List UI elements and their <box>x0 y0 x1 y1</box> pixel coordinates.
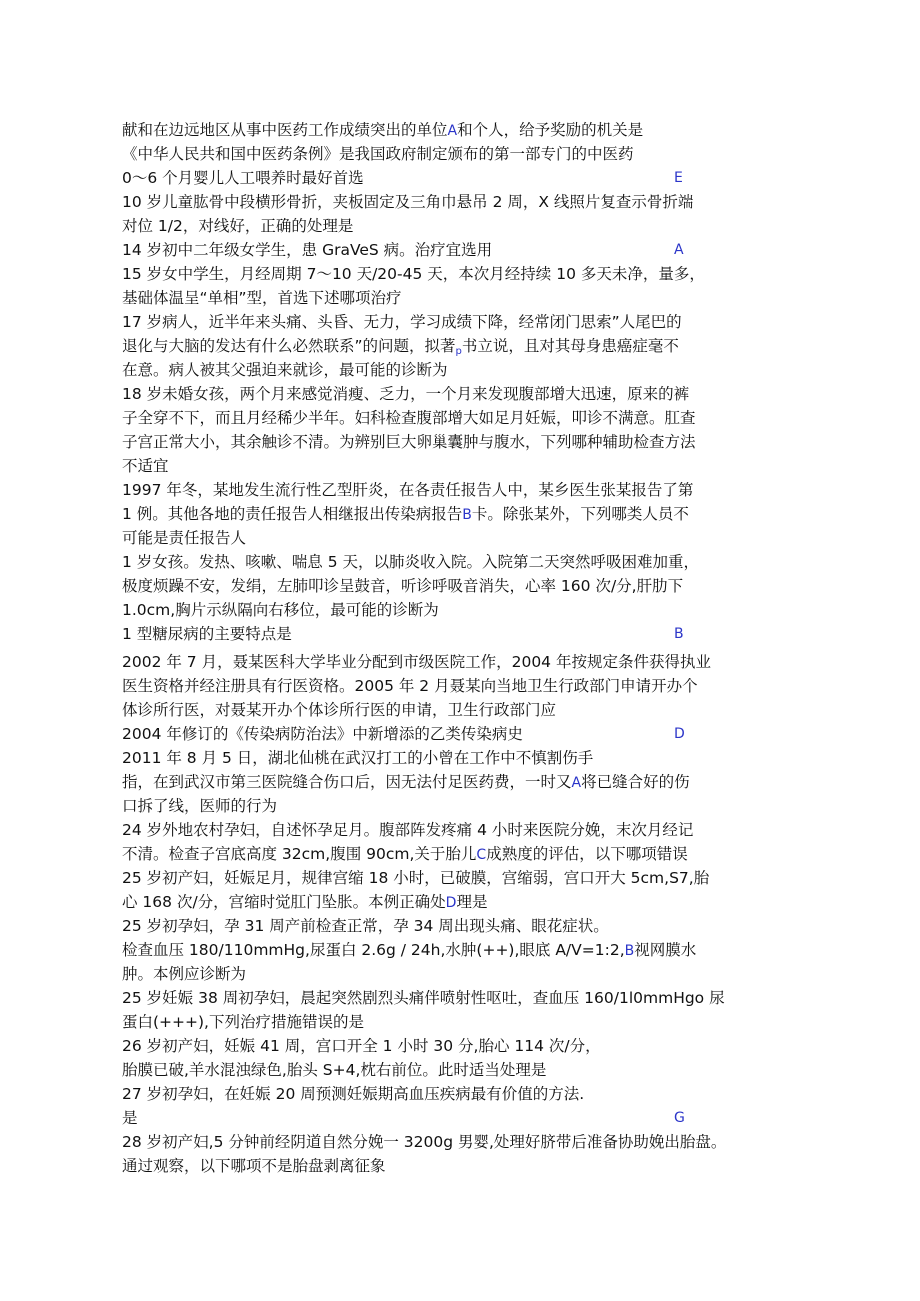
line-text: 医生资格并经注册具有行医资格。2005 年 2 月聂某向当地卫生行政部门申请开办个 <box>122 677 698 695</box>
answer-letter: G <box>674 1110 685 1126</box>
text-line <box>122 818 882 842</box>
line-text: 将已缝合好的伤 <box>581 773 690 791</box>
answer-letter: A <box>571 775 582 791</box>
answer-letter: B <box>624 943 635 959</box>
line-text: 子宫正常大小，其余触诊不清。为辨别巨大卵巢囊肿与腹水，下列哪种辅助检查方法 <box>122 433 696 451</box>
text-line <box>122 550 882 574</box>
text-line <box>122 406 882 430</box>
line-text: 视网膜水 <box>634 941 697 959</box>
text-line <box>122 1130 882 1154</box>
line-text: 子全穿不下，而且月经稀少半年。妇科检查腹部增大如足月妊娠，叩诊不满意。肛查 <box>122 409 696 427</box>
text-line <box>122 574 882 598</box>
line-text: 不适宜 <box>122 457 169 475</box>
line-text: 1 例。其他各地的责任报告人相继报出传染病报告 <box>122 505 463 523</box>
line-text: 14 岁初中二年级女学生，患 GraVeS 病。治疗宜选用 <box>122 241 493 259</box>
line-text: 书立说，且对其母身患癌症毫不 <box>461 337 679 355</box>
text-line <box>122 698 882 722</box>
line-text: 极度烦躁不安，发绢，左肺叩诊呈鼓音，听诊呼吸音消失，心率 160 次/分,肝肋下 <box>122 577 684 595</box>
text-line <box>122 914 882 938</box>
text-line <box>122 310 882 334</box>
answer-letter: C <box>476 847 487 863</box>
text-line <box>122 794 882 818</box>
line-text: 1997 年冬，某地发生流行性乙型肝炎，在各责任报告人中，某乡医生张某报告了第 <box>122 481 694 499</box>
text-line <box>122 430 882 454</box>
answer-letter: A <box>674 242 684 258</box>
text-line <box>122 986 882 1010</box>
line-text: 15 岁女中学生，月经周期 7～10 天/20-45 天，本次月经持续 10 多天未净，量多， <box>122 265 705 283</box>
text-line <box>122 166 882 190</box>
line-text: 胎膜已破,羊水混浊绿色,胎头 S+4,枕右前位。此时适当处理是 <box>122 1061 547 1079</box>
line-text: 理是 <box>456 893 488 911</box>
text-line <box>122 1082 882 1106</box>
text-line <box>122 478 882 502</box>
line-text: 和个人，给予奖励的机关是 <box>457 121 644 139</box>
text-line <box>122 1058 882 1082</box>
line-text: 退化与大脑的发达有什么必然联系”的问题，拟著 <box>122 337 456 355</box>
text-line <box>122 190 882 214</box>
text-line <box>122 746 882 770</box>
line-text: 体诊所行医，对聂某开办个体诊所行医的申请，卫生行政部门应 <box>122 701 557 719</box>
line-text: 蛋白(+++),下列治疗措施错误的是 <box>122 1013 364 1031</box>
line-text: 卡。除张某外，下列哪类人员不 <box>471 505 689 523</box>
text-line <box>122 1010 882 1034</box>
text-line <box>122 938 882 962</box>
line-text: 10 岁儿童肱骨中段横形骨折，夹板固定及三角巾悬吊 2 周，X 线照片复查示骨折端 <box>122 193 694 211</box>
line-text: 26 岁初产妇，妊娠 41 周，宫口开全 1 小时 30 分,胎心 114 次/分， <box>122 1037 601 1055</box>
text-line <box>122 286 882 310</box>
text-line <box>122 142 882 166</box>
text-line <box>122 358 882 382</box>
text-line <box>122 770 882 794</box>
text-line <box>122 118 882 142</box>
text-line <box>122 890 882 914</box>
line-text: 17 岁病人，近半年来头痛、头昏、无力，学习成绩下降，经常闭门思索”人尾巴的 <box>122 313 682 331</box>
text-line <box>122 526 882 550</box>
text-line <box>122 842 882 866</box>
text-line <box>122 598 882 622</box>
line-text: 25 岁妊娠 38 周初孕妇，晨起突然剧烈头痛伴喷射性呕吐，查血压 160/1l0mmHgo 尿 <box>122 989 725 1007</box>
line-text: 不清。检查子宫底高度 32cm,腹围 90cm,关于胎儿 <box>122 845 477 863</box>
text-line <box>122 238 882 262</box>
line-text: 在意。病人被其父强迫来就诊，最可能的诊断为 <box>122 361 448 379</box>
text-line <box>122 622 882 646</box>
line-text: 通过观察，以下哪项不是胎盘剥离征象 <box>122 1157 386 1175</box>
line-text: 18 岁未婚女孩，两个月来感觉消瘦、乏力，一个月来发现腹部增大迅速，原来的裤 <box>122 385 690 403</box>
line-text: 25 岁初产妇，妊娠足月，规律宫缩 18 小时，已破膜，宫缩弱，宫口开大 5cm,S7,胎 <box>122 869 710 887</box>
line-text: 肿。本例应诊断为 <box>122 965 247 983</box>
text-line <box>122 674 882 698</box>
text-line <box>122 866 882 890</box>
line-text: 是 <box>122 1109 138 1127</box>
line-text: 成熟度的评估，以下哪项错误 <box>486 845 688 863</box>
text-line <box>122 382 882 406</box>
answer-letter: D <box>445 895 457 911</box>
text-line <box>122 722 882 746</box>
line-text: 2011 年 8 月 5 日，湖北仙桃在武汉打工的小曾在工作中不慎割伤手 <box>122 749 594 767</box>
line-text: 口拆了线，医师的行为 <box>122 797 278 815</box>
answer-letter: A <box>447 123 458 139</box>
line-text: 24 岁外地农村孕妇，自述怀孕足月。腹部阵发疼痛 4 小时来医院分娩，末次月经记 <box>122 821 694 839</box>
text-line <box>122 334 882 358</box>
text-line <box>122 502 882 526</box>
line-text: 可能是责任报告人 <box>122 529 247 547</box>
line-text: 1 型糖尿病的主要特点是 <box>122 625 292 643</box>
answer-letter: E <box>674 170 683 186</box>
line-text: 28 岁初产妇,5 分钟前经阴道自然分娩一 3200g 男婴,处理好脐带后准备协助娩出胎盘。 <box>122 1133 727 1151</box>
answer-letter: B <box>674 626 684 642</box>
line-text: 1 岁女孩。发热、咳嗽、喘息 5 天，以肺炎收入院。入院第二天突然呼吸困难加重， <box>122 553 700 571</box>
text-line <box>122 1034 882 1058</box>
line-text: 2002 年 7 月，聂某医科大学毕业分配到市级医院工作，2004 年按规定条件获得执业 <box>122 653 711 671</box>
text-line <box>122 262 882 286</box>
line-text: 2004 年修订的《传染病防治法》中新增添的乙类传染病史 <box>122 725 523 743</box>
text-line <box>122 1106 882 1130</box>
line-text: 心 168 次/分，宫缩时觉肛门坠胀。本例正确处 <box>122 893 446 911</box>
answer-letter: B <box>462 507 472 523</box>
answer-letter: D <box>674 726 685 742</box>
line-text: 指，在到武汉市第三医院缝合伤口后，因无法付足医药费，一时又 <box>122 773 572 791</box>
line-text: 27 岁初孕妇，在妊娠 20 周预测妊娠期高血压疾病最有价值的方法. <box>122 1085 585 1103</box>
line-text: 基础体温呈“单相”型，首选下述哪项治疗 <box>122 289 402 307</box>
line-text: 25 岁初孕妇，孕 31 周产前检查正常，孕 34 周出现头痛、眼花症状。 <box>122 917 609 935</box>
text-line <box>122 214 882 238</box>
line-text: 《中华人民共和国中医药条例》是我国政府制定颁布的第一部专门的中医药 <box>122 145 634 163</box>
text-line <box>122 962 882 986</box>
line-text: 1.0cm,胸片示纵隔向右移位，最可能的诊断为 <box>122 601 439 619</box>
line-text: 检查血压 180/110mmHg,尿蛋白 2.6g / 24h,水肿(++),眼底 A/V=1:2, <box>122 941 625 959</box>
line-text: 献和在边远地区从事中医药工作成绩突出的单位 <box>122 121 448 139</box>
text-line <box>122 454 882 478</box>
subscript-mark: p <box>455 346 462 357</box>
line-text: 对位 1/2，对线好，正确的处理是 <box>122 217 354 235</box>
text-line <box>122 650 882 674</box>
line-text: 0～6 个月婴儿人工喂养时最好首选 <box>122 169 364 187</box>
text-line <box>122 1154 882 1178</box>
